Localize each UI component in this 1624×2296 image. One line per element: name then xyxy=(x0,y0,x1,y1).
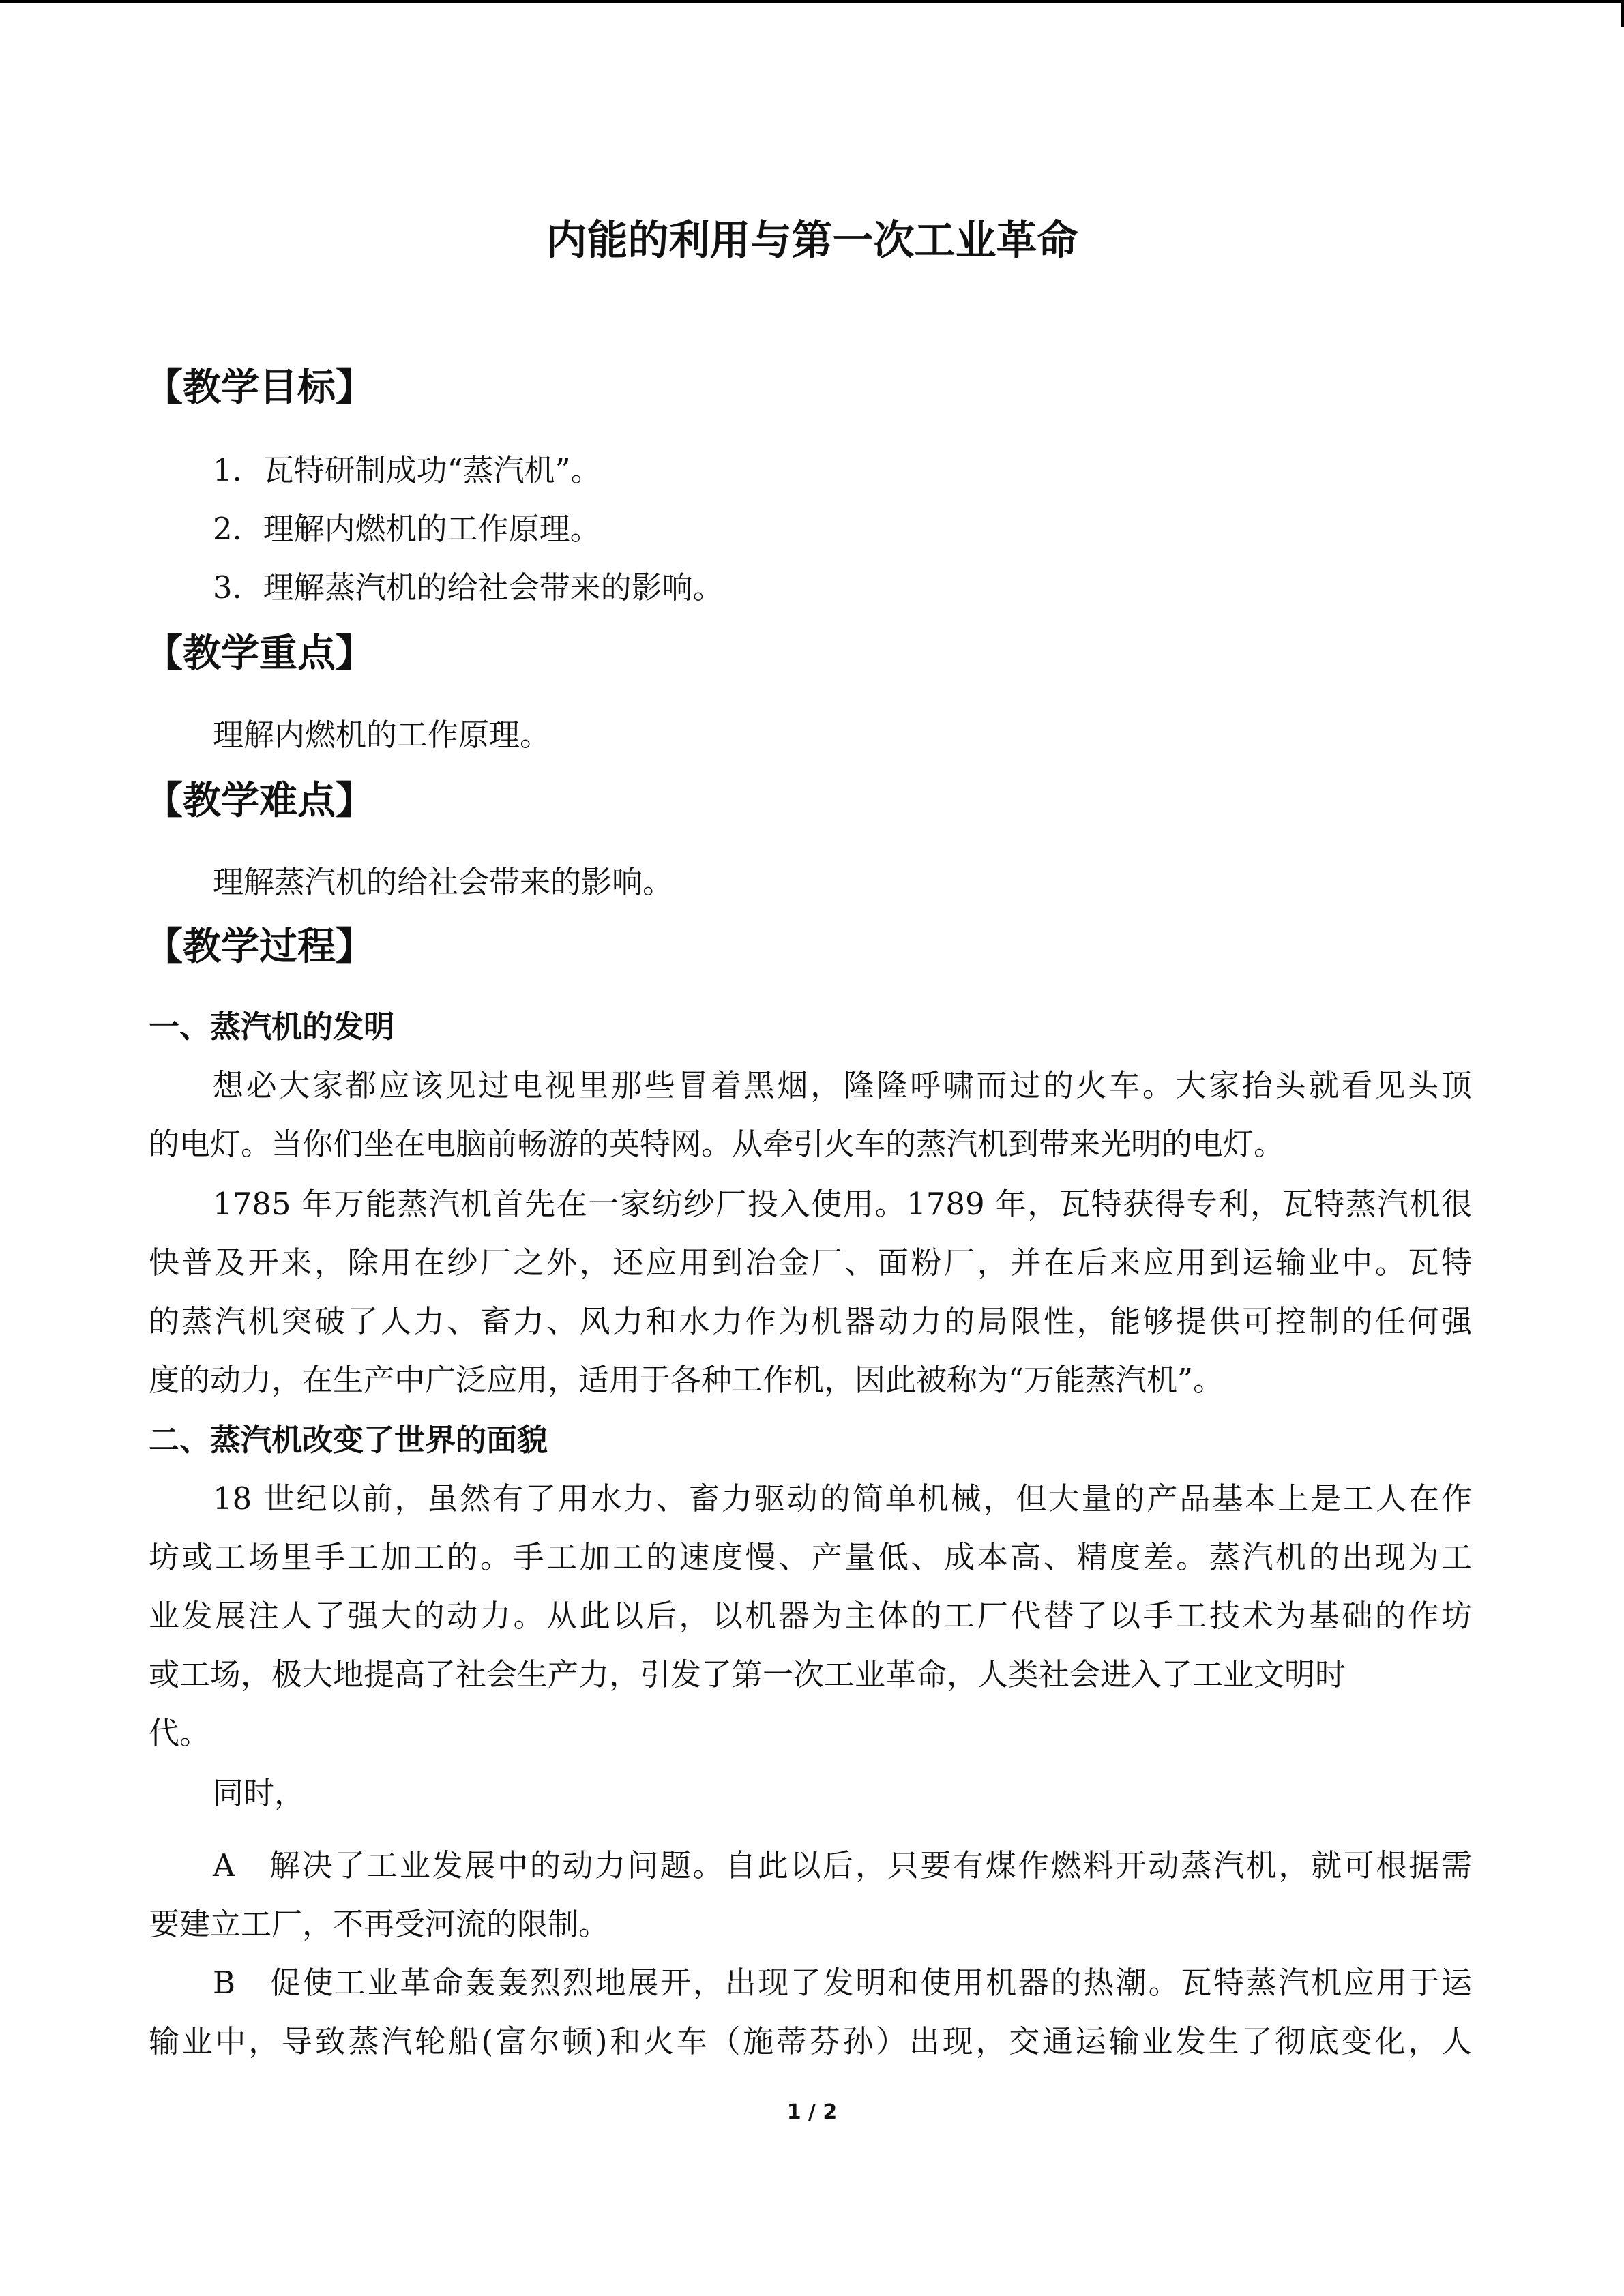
paragraph-line: 业发展注人了强大的动力。从此以后，以机器为主体的工厂代替了以手工技术为基础的作坊 xyxy=(149,1598,1472,1634)
objective-item: 3．理解蒸汽机的给社会带来的影响。 xyxy=(213,569,724,606)
part2-heading: 二、蒸汽机改变了世界的面貌 xyxy=(149,1422,548,1458)
paragraph-line: A 解决了工业发展中的动力问题。自此以后，只要有煤作燃料开动蒸汽机，就可根据需 xyxy=(213,1847,1472,1883)
paragraph-line: 要建立工厂，不再受河流的限制。 xyxy=(149,1906,610,1942)
paragraph-line: 的电灯。当你们坐在电脑前畅游的英特网。从牵引火车的蒸汽机到带来光明的电灯。 xyxy=(149,1126,1285,1162)
page-number: 1 / 2 xyxy=(786,2100,838,2124)
paragraph-line: 快普及开来，除用在纱厂之外，还应用到冶金厂、面粉厂，并在后来应用到运输业中。瓦特 xyxy=(149,1244,1472,1281)
part1-heading: 一、蒸汽机的发明 xyxy=(149,1009,395,1045)
paragraph-line: 输业中，导致蒸汽轮船(富尔顿)和火车（施蒂芬孙）出现，交通运输业发生了彻底变化，人 xyxy=(149,2023,1472,2059)
difficulties-text: 理解蒸汽机的给社会带来的影响。 xyxy=(213,864,674,900)
paragraph-line: B 促使工业革命轰轰烈烈地展开，出现了发明和使用机器的热潮。瓦特蒸汽机应用于运 xyxy=(213,1965,1472,2001)
paragraph-line: 同时， xyxy=(213,1775,306,1811)
page-right-border xyxy=(1621,0,1624,27)
process-heading: 【教学过程】 xyxy=(145,924,374,969)
paragraph-line: 或工场，极大地提高了社会生产力，引发了第一次工业革命，人类社会进入了工业文明时 xyxy=(149,1656,1346,1693)
paragraph-line: 代。 xyxy=(149,1715,211,1751)
document-title: 内能的利用与第一次工业革命 xyxy=(546,217,1078,265)
key-points-text: 理解内燃机的工作原理。 xyxy=(213,717,551,753)
paragraph-line: 18 世纪以前，虽然有了用水力、畜力驱动的简单机械，但大量的产品基本上是工人在作 xyxy=(213,1480,1472,1517)
objective-item: 2．理解内燃机的工作原理。 xyxy=(213,511,601,547)
paragraph-line: 的蒸汽机突破了人力、畜力、风力和水力作为机器动力的局限性，能够提供可控制的任何强 xyxy=(149,1303,1472,1339)
paragraph-line: 度的动力，在生产中广泛应用，适用于各种工作机，因此被称为“万能蒸汽机”。 xyxy=(149,1362,1224,1398)
key-points-heading: 【教学重点】 xyxy=(145,631,374,676)
paragraph-line: 想必大家都应该见过电视里那些冒着黑烟，隆隆呼啸而过的火车。大家抬头就看见头顶 xyxy=(213,1067,1472,1103)
paragraph-line: 坊或工场里手工加工的。手工加工的速度慢、产量低、成本高、精度差。蒸汽机的出现为工 xyxy=(149,1539,1472,1575)
page-top-border xyxy=(0,0,1624,3)
objective-item: 1．瓦特研制成功“蒸汽机”。 xyxy=(213,452,602,488)
difficulties-heading: 【教学难点】 xyxy=(145,778,374,823)
paragraph-line: 1785 年万能蒸汽机首先在一家纺纱厂投入使用。1789 年，瓦特获得专利，瓦特蒸汽机很 xyxy=(213,1186,1472,1222)
objectives-heading: 【教学目标】 xyxy=(145,365,374,410)
